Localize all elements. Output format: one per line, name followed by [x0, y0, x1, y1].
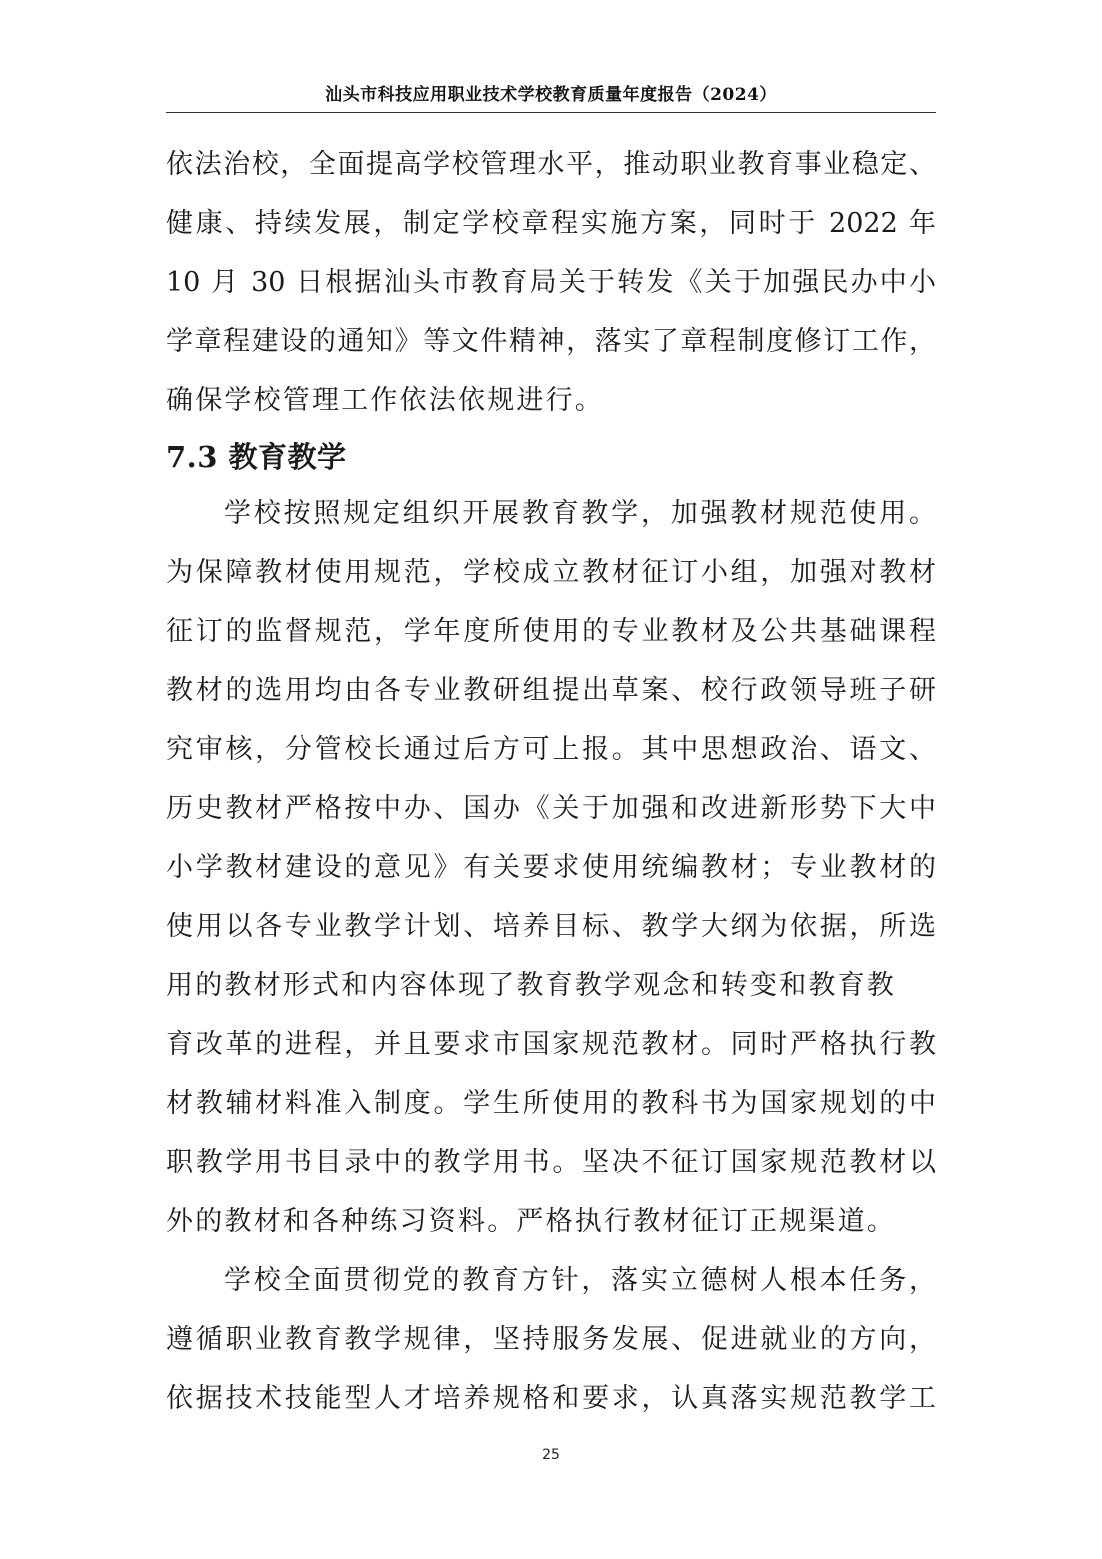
text-line: 用的教材形式和内容体现了教育教学观念和转变和教育教: [166, 970, 896, 1001]
text-line: 确保学校管理工作依法依规进行。: [166, 385, 604, 416]
text-line: 外的教材和各种练习资料。严格执行教材征订正规渠道。: [166, 1206, 896, 1237]
paragraph-textbooks: [166, 484, 936, 1251]
text-line: 历史教材严格按中办、国办《关于加强和改进新形势下大中: [166, 793, 936, 824]
text-line: 健康、持续发展，制定学校章程实施方案，同时于 2022 年: [166, 208, 936, 239]
text-line: 学校按照规定组织开展教育教学，加强教材规范使用。: [224, 498, 936, 529]
page-content: [166, 135, 936, 1428]
text-line: 学章程建设的通知》等文件精神，落实了章程制度修订工作，: [166, 326, 936, 357]
text-line: 学校全面贯彻党的教育方针，落实立德树人根本任务，: [224, 1265, 936, 1296]
text-line: 究审核，分管校长通过后方可上报。其中思想政治、语文、: [166, 734, 936, 765]
text-line: 征订的监督规范，学年度所使用的专业教材及公共基础课程: [166, 616, 936, 647]
text-line: 使用以各专业教学计划、培养目标、教学大纲为依据，所选: [166, 911, 936, 942]
text-line: 为保障教材使用规范，学校成立教材征订小组，加强对教材: [166, 557, 936, 588]
page-number: 25: [542, 1447, 560, 1463]
text-line: 10 月 30 日根据汕头市教育局关于转发《关于加强民办中小: [166, 267, 936, 298]
intro-paragraph: [166, 135, 936, 430]
text-line: 遵循职业教育教学规律，坚持服务发展、促进就业的方向，: [166, 1324, 936, 1355]
text-line: 教材的选用均由各专业教研组提出草案、校行政领导班子研: [166, 675, 936, 706]
text-line: 育改革的进程，并且要求市国家规范教材。同时严格执行教: [166, 1029, 936, 1060]
text-line: 依据技术技能型人才培养规格和要求，认真落实规范教学工: [166, 1383, 936, 1414]
header-rule: [166, 112, 936, 113]
text-line: 小学教材建设的意见》有关要求使用统编教材；专业教材的: [166, 852, 936, 883]
running-header: 汕头市科技应用职业技术学校教育质量年度报告（2024）: [325, 85, 777, 105]
section-heading: 7.3 教育教学: [166, 440, 347, 474]
paragraph-teaching: [166, 1251, 936, 1428]
text-line: 依法治校，全面提高学校管理水平，推动职业教育事业稳定、: [166, 149, 936, 180]
text-line: 职教学用书目录中的教学用书。坚决不征订国家规范教材以: [166, 1147, 936, 1178]
text-line: 材教辅材料准入制度。学生所使用的教科书为国家规划的中: [166, 1088, 936, 1119]
